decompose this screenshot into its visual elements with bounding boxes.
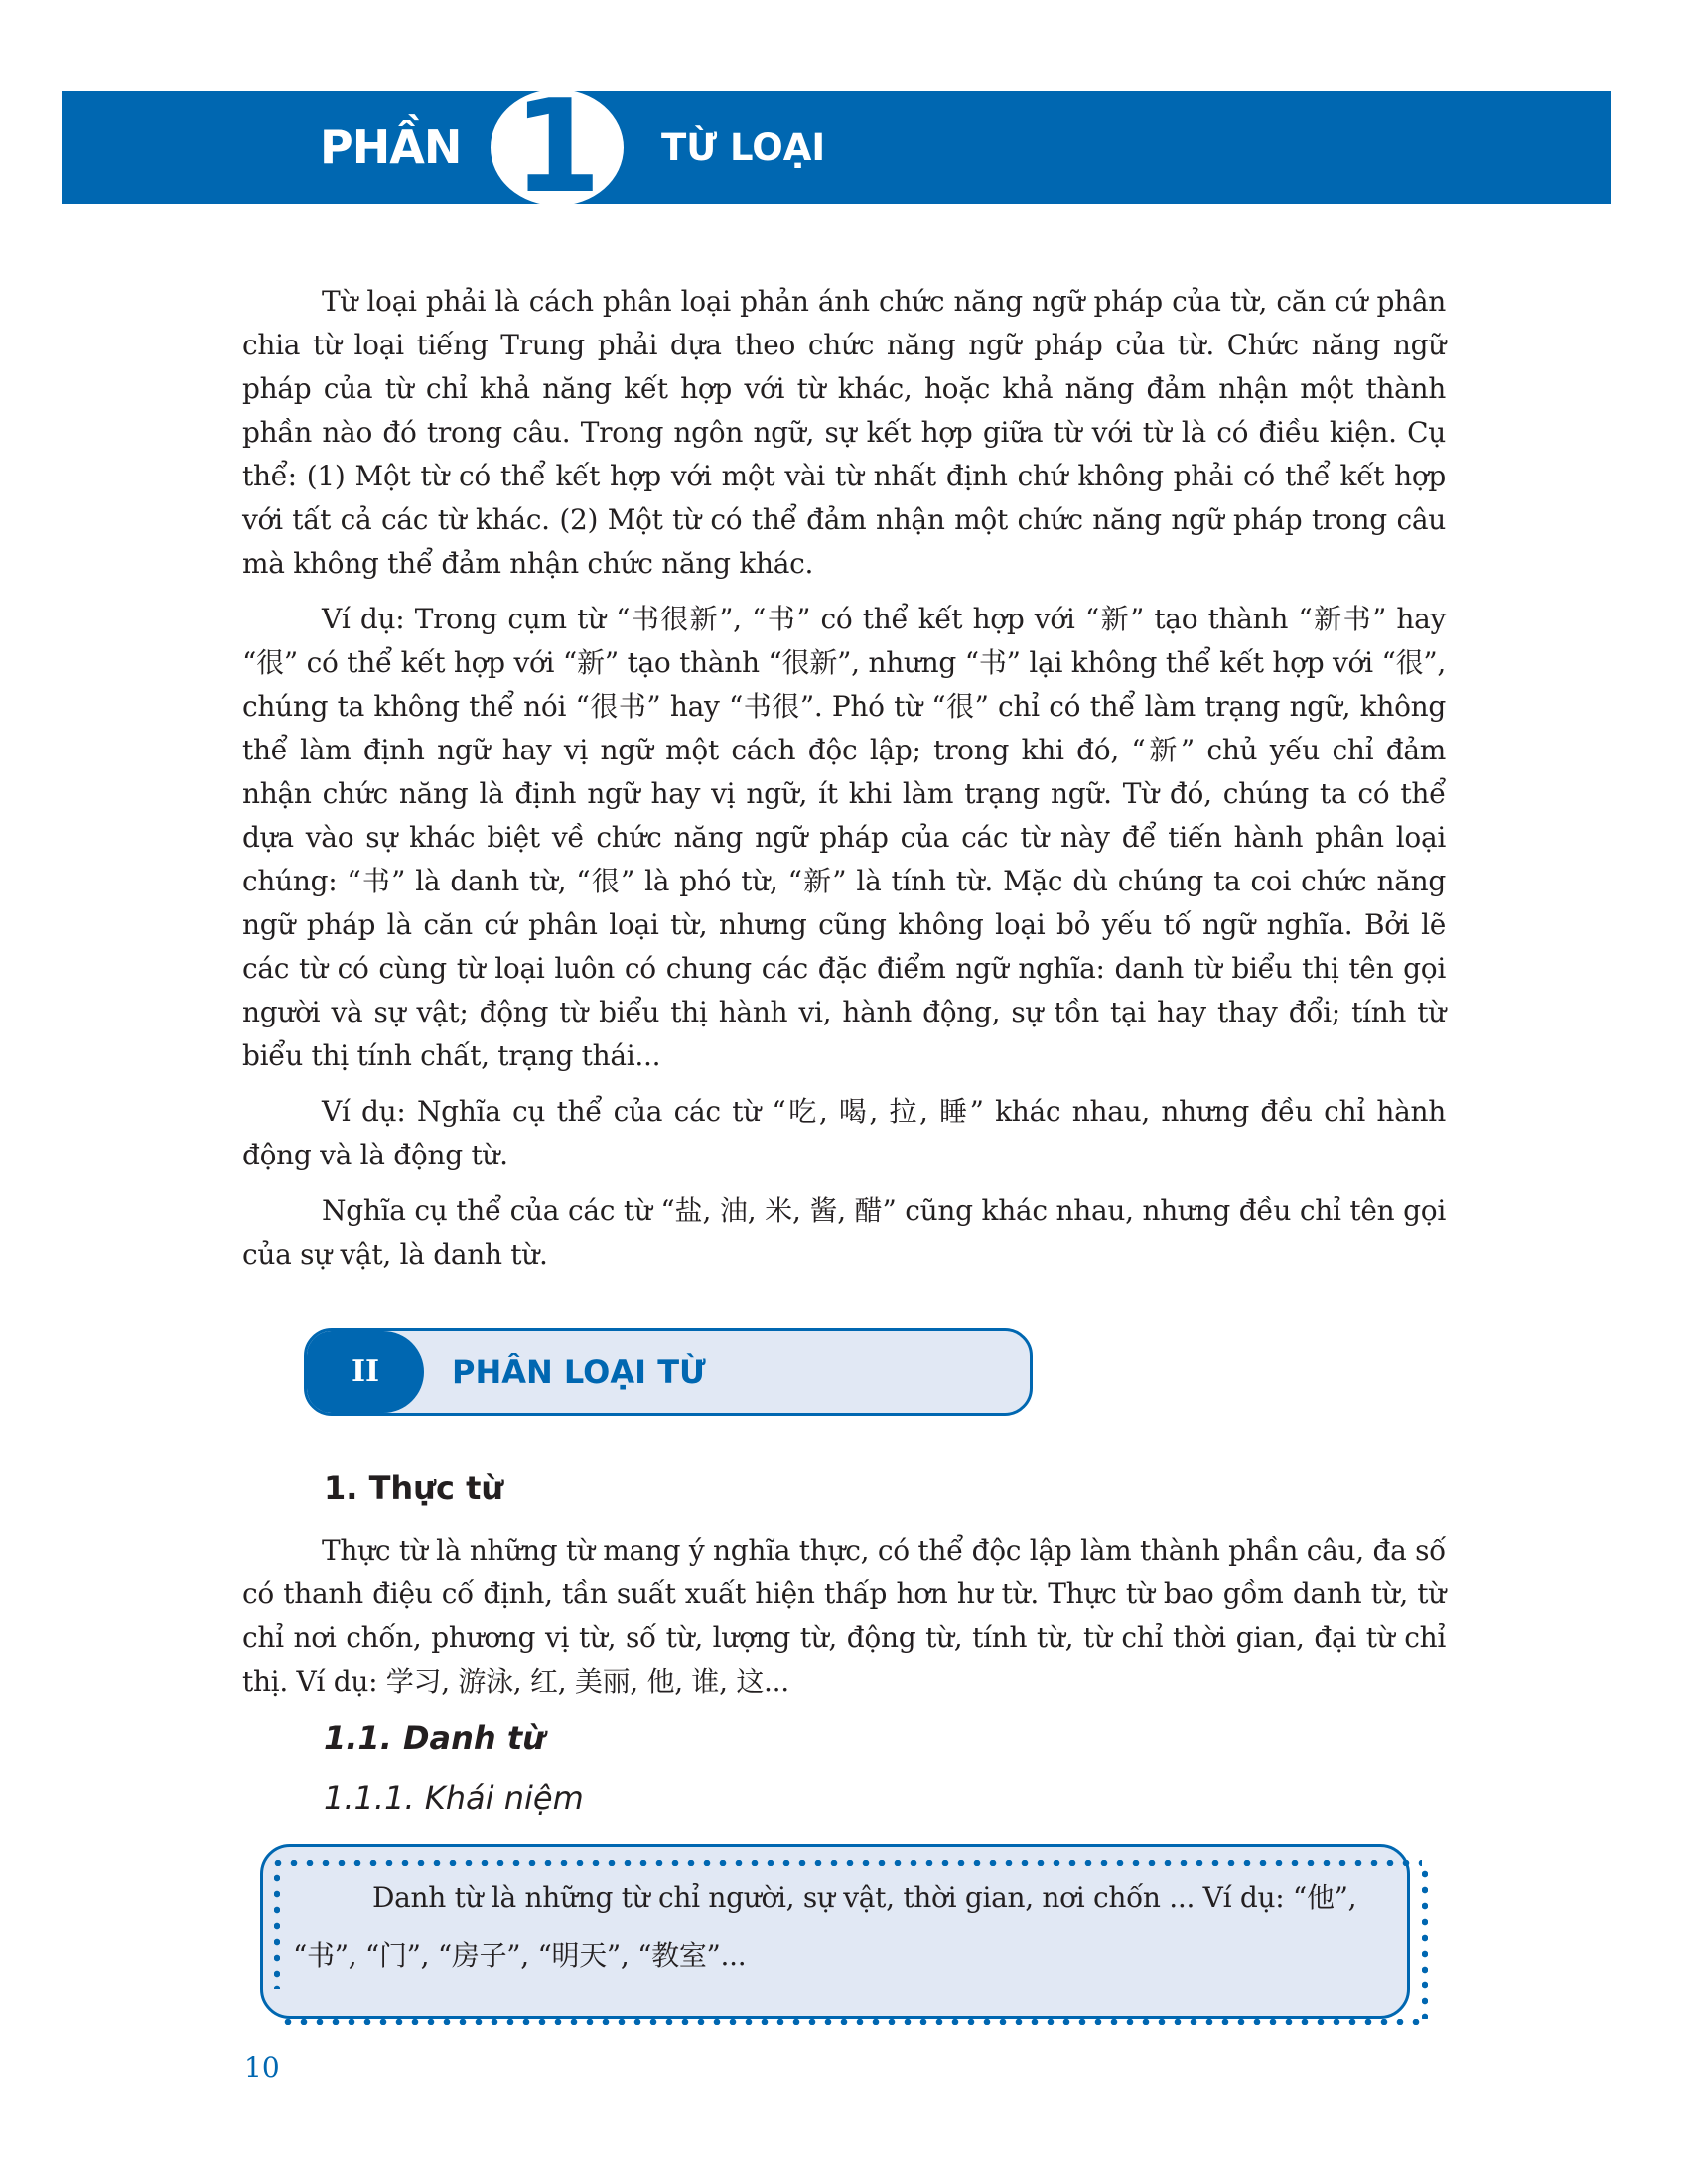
- page-number: 10: [244, 2051, 280, 2084]
- definition-box-dotted-border-top: [270, 1860, 1422, 1866]
- part-label: PHẦN: [320, 120, 462, 174]
- intro-section: [242, 280, 1446, 1289]
- section-number: II: [307, 1331, 424, 1413]
- subsection-heading-danh-tu: 1.1. Danh từ: [324, 1719, 545, 1757]
- intro-paragraph-2: Ví dụ: Trong cụm từ “书很新”, “书” có thể kết hợp với “新” tạo thành “新书” hay “很” có thể kết hợp với “新” tạo thành “很新”, nhưng “书” lại không thể kết hợp với “很”, chúng ta không thể nói “很书” hay “书很”. Phó từ “很” chỉ có thể làm trạng ngữ, không thể làm định ngữ hay vị ngữ một cách độc lập; trong khi đó, “新” chủ yếu chỉ đảm nhận chức năng là định ngữ hay vị ngữ, ít khi làm trạng ngữ. Từ đó, chúng ta có thể dựa vào sự khác biệt về chức năng ngữ pháp của các từ này để tiến hành phân loại chúng: “书” là danh từ, “很” là phó từ, “新” là tính từ. Mặc dù chúng ta coi chức năng ngữ pháp là căn cứ phân loại từ, nhưng cũng không loại bỏ yếu tố ngữ nghĩa. Bởi lẽ các từ có cùng từ loại luôn có chung các đặc điểm ngữ nghĩa: danh từ biểu thị tên gọi người và sự vật; động từ biểu thị hành vi, hành động, sự tồn tại hay thay đổi; tính từ biểu thị tính chất, trạng thái...: [242, 603, 1446, 1072]
- chapter-banner: [62, 73, 1611, 221]
- intro-paragraph-3: Ví dụ: Nghĩa cụ thể của các từ “吃, 喝, 拉, 睡” khác nhau, nhưng đều chỉ hành động và là động từ.: [242, 1095, 1446, 1171]
- definition-text: Danh từ là những từ chỉ người, sự vật, thời gian, nơi chốn ... Ví dụ: “他”, “书”, “门”, “房子”, “明天”, “教室”...: [293, 1881, 1357, 1972]
- thuc-tu-paragraph: Thực từ là những từ mang ý nghĩa thực, có thể độc lập làm thành phần câu, đa số có thanh điệu cố định, tần suất xuất hiện thấp hơn hư từ. Thực từ bao gồm danh từ, từ chỉ nơi chốn, phương vị từ, số từ, lượng từ, động từ, tính từ, từ chỉ thời gian, đại từ chỉ thị. Ví dụ: 学习, 游泳, 红, 美丽, 他, 谁, 这...: [242, 1534, 1446, 1698]
- definition-box-dotted-border-bottom: [280, 2019, 1426, 2025]
- subsection-heading-khai-niem: 1.1.1. Khái niệm: [324, 1779, 584, 1817]
- intro-paragraph-1: Từ loại phải là cách phân loại phản ánh chức năng ngữ pháp của từ, căn cứ phân chia từ loại tiếng Trung phải dựa theo chức năng ngữ pháp của từ. Chức năng ngữ pháp của từ chỉ khả năng kết hợp với từ khác, hoặc khả năng đảm nhận một thành phần nào đó trong câu. Trong ngôn ngữ, sự kết hợp giữa từ với từ là có điều kiện. Cụ thể: (1) Một từ có thể kết hợp với một vài từ nhất định chứ không phải có thể kết hợp với tất cả các từ khác. (2) Một từ có thể đảm nhận một chức năng ngữ pháp trong câu mà không thể đảm nhận chức năng khác.: [242, 285, 1446, 580]
- part-number: 1: [512, 73, 602, 221]
- subsection-body: [242, 1529, 1446, 1715]
- intro-paragraph-4: Nghĩa cụ thể của các từ “盐, 油, 米, 酱, 醋” cũng khác nhau, nhưng đều chỉ tên gọi của sự vật, là danh từ.: [242, 1194, 1446, 1271]
- section-title: PHÂN LOẠI TỪ: [452, 1353, 706, 1391]
- chapter-title: TỪ LOẠI: [661, 126, 826, 169]
- definition-box-dotted-border-right: [1422, 1866, 1428, 2019]
- subsection-heading-thuc-tu: 1. Thực từ: [324, 1469, 504, 1507]
- definition-box-dotted-border-left: [274, 1870, 280, 1989]
- section-heading: [304, 1328, 1033, 1416]
- definition-box: [260, 1844, 1410, 2019]
